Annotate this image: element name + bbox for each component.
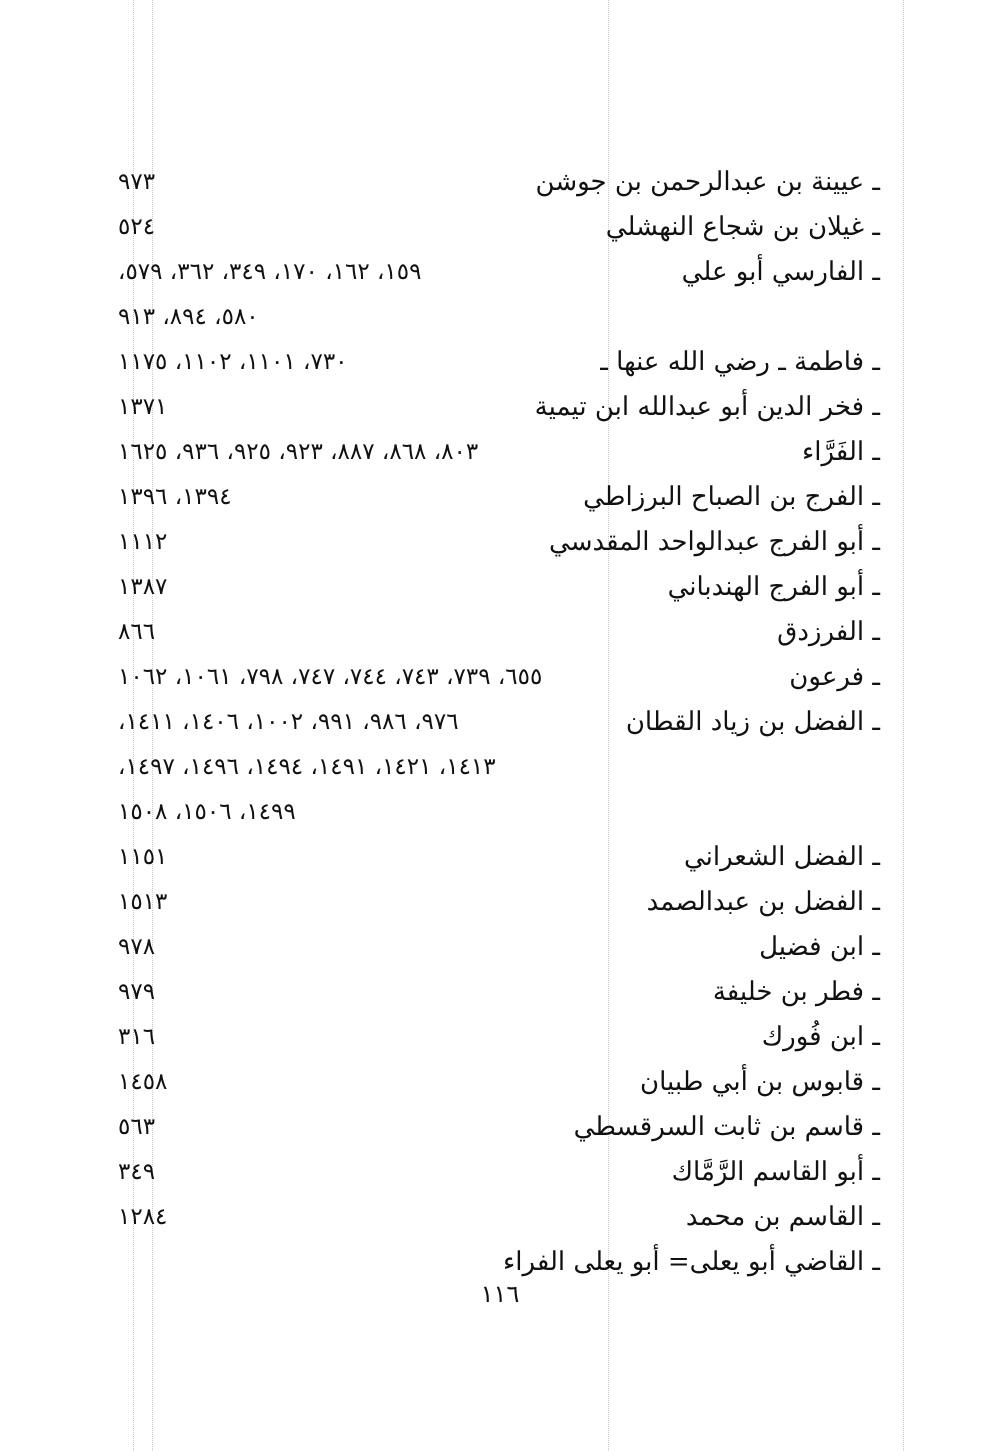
index-entry [110, 250, 880, 295]
entry-name: ـ الفضل الشعراني [683, 842, 880, 872]
entry-page-references: ٥٢٤ [118, 214, 156, 240]
entry-page-references: ١٣٧١ [118, 394, 168, 420]
entry-page-references: ١٤٥٨ [118, 1069, 168, 1095]
entry-name: ـ الفضل بن زياد القطان [625, 707, 880, 737]
entry-name: ـ فاطمة ـ رضي الله عنها ـ [600, 347, 880, 377]
entry-page-references: ١٣٩٤، ١٣٩٦ [118, 484, 232, 510]
entry-name: ـ القاضي أبو يعلى= أبو يعلى الفراء [503, 1247, 880, 1277]
index-entry [110, 1105, 880, 1150]
entry-name: ـ فخر الدين أبو عبدالله ابن تيمية [534, 392, 880, 422]
index-entry-continuation [110, 295, 880, 340]
index-entry [110, 520, 880, 565]
entry-page-references: ٨٠٣، ٨٦٨، ٨٨٧، ٩٢٣، ٩٢٥، ٩٣٦، ١٦٢٥ [118, 439, 479, 465]
entry-page-references: ١٥١٣ [118, 889, 168, 915]
entry-name: ـ أبو الفرج الهندباني [667, 572, 880, 602]
index-entry [110, 340, 880, 385]
entry-page-references: ٩٧٨ [118, 934, 156, 960]
index-entry [110, 205, 880, 250]
index-entry [110, 565, 880, 610]
scan-artifact-dotted-line [903, 0, 904, 1451]
entry-page-references: ١١٥١ [118, 844, 168, 870]
index-entry [110, 1195, 880, 1240]
entry-name: ـ الفضل بن عبدالصمد [646, 887, 880, 917]
entry-page-references: ٣١٦ [118, 1024, 156, 1050]
entry-name: ـ عيينة بن عبدالرحمن بن جوشن [535, 167, 880, 197]
entry-page-references: ١٥٩، ١٦٢، ١٧٠، ٣٤٩، ٣٦٢، ٥٧٩، [118, 259, 422, 285]
index-entry [110, 1150, 880, 1195]
entry-name: ـ قاسم بن ثابت السرقسطي [573, 1112, 880, 1142]
index-entry [110, 700, 880, 745]
entry-page-references: ٥٦٣ [118, 1114, 156, 1140]
entry-page-references: ٩٧٣ [118, 169, 156, 195]
index-entry-continuation [110, 745, 880, 790]
entry-name: ـ الفرزدق [777, 617, 880, 647]
index-entry [110, 835, 880, 880]
entry-name: ـ ابن فُورك [761, 1022, 880, 1052]
entry-page-references: ٧٣٠، ١١٠١، ١١٠٢، ١١٧٥ [118, 349, 348, 375]
name-index [110, 160, 880, 1285]
index-entry [110, 925, 880, 970]
page-number: ١١٦ [480, 1280, 520, 1308]
entry-name: ـ الفرج بن الصباح البرزاطي [583, 482, 880, 512]
entry-page-references: ١١١٢ [118, 529, 168, 555]
entry-page-references: ١٤٩٩، ١٥٠٦، ١٥٠٨ [118, 799, 296, 825]
index-entry [110, 475, 880, 520]
index-entry [110, 655, 880, 700]
entry-page-references: ١٤١٣، ١٤٢١، ١٤٩١، ١٤٩٤، ١٤٩٦، ١٤٩٧، [118, 754, 496, 780]
index-entry [110, 430, 880, 475]
entry-page-references: ٩٧٦، ٩٨٦، ٩٩١، ١٠٠٢، ١٤٠٦، ١٤١١، [118, 709, 459, 735]
index-entry [110, 970, 880, 1015]
index-entry [110, 1060, 880, 1105]
index-entry [110, 610, 880, 655]
entry-page-references: ٣٤٩ [118, 1159, 156, 1185]
entry-name: ـ قابوس بن أبي طبيان [640, 1067, 880, 1097]
entry-name: ـ فطر بن خليفة [712, 977, 880, 1007]
entry-name: ـ ابن فضيل [759, 932, 880, 962]
entry-page-references: ٥٨٠، ٨٩٤، ٩١٣ [118, 304, 259, 330]
entry-name: ـ الفارسي أبو علي [681, 257, 880, 287]
entry-name: ـ فرعون [789, 662, 880, 692]
index-entry [110, 385, 880, 430]
entry-page-references: ٩٧٩ [118, 979, 156, 1005]
index-entry [110, 1015, 880, 1060]
entry-name: ـ أبو الفرج عبدالواحد المقدسي [549, 527, 880, 557]
entry-page-references: ١٣٨٧ [118, 574, 168, 600]
entry-name: ـ أبو القاسم الرَّمَّاك [671, 1157, 880, 1187]
index-entry [110, 880, 880, 925]
entry-page-references: ٨٦٦ [118, 619, 156, 645]
index-entry [110, 160, 880, 205]
entry-name: ـ القاسم بن محمد [685, 1202, 880, 1232]
entry-page-references: ٦٥٥، ٧٣٩، ٧٤٣، ٧٤٤، ٧٤٧، ٧٩٨، ١٠٦١، ١٠٦٢ [118, 664, 543, 690]
entry-page-references: ١٢٨٤ [118, 1204, 168, 1230]
index-entry-continuation [110, 790, 880, 835]
entry-name: ـ الفَرَّاء [802, 437, 880, 467]
entry-name: ـ غيلان بن شجاع النهشلي [605, 212, 880, 242]
